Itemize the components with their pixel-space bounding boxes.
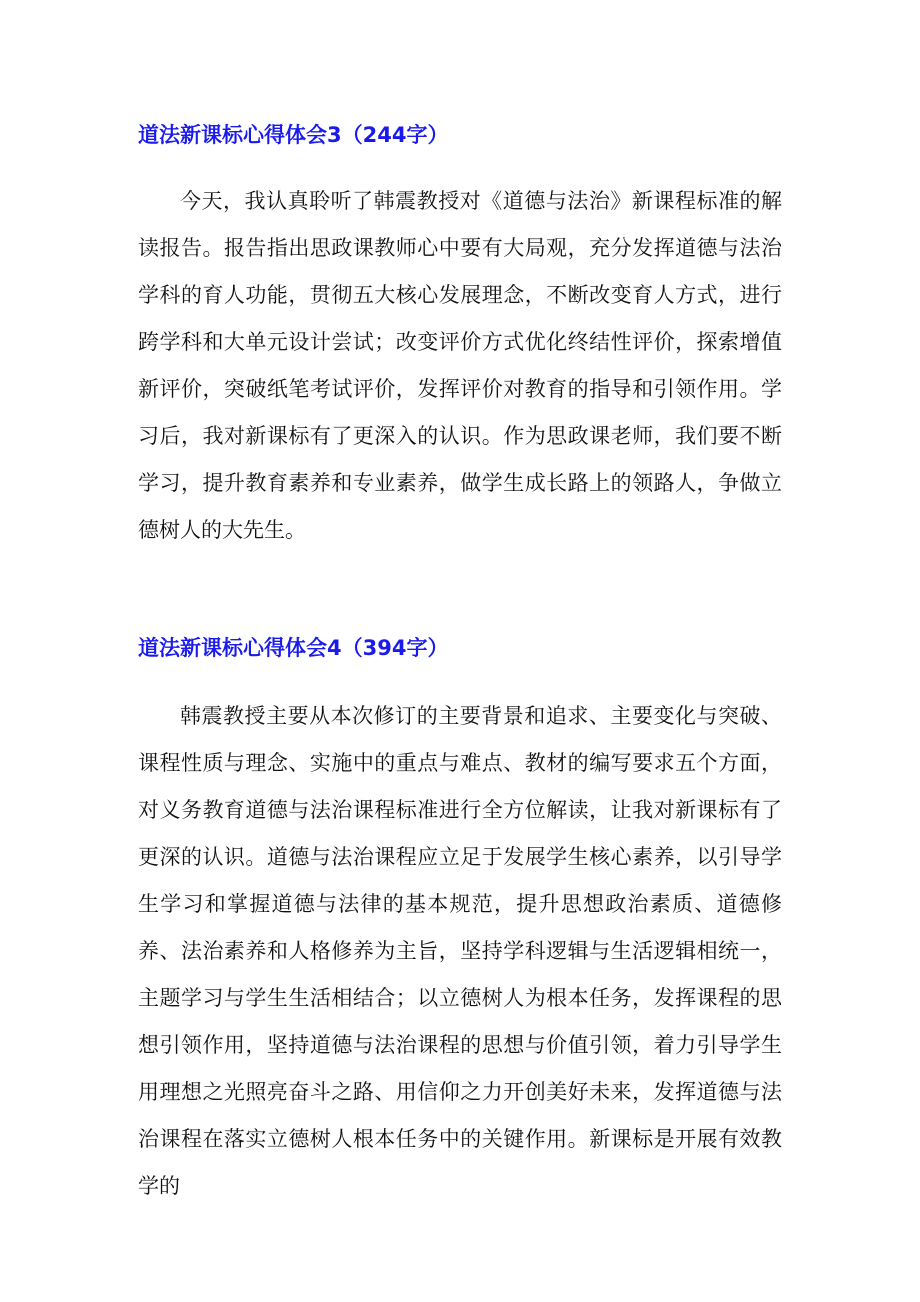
section-body-4: 韩震教授主要从本次修订的主要背景和追求、主要变化与突破、课程性质与理念、实施中的重点与难点、教材的编写要求五个方面，对义务教育道德与法治课程标准进行全方位解读，让我对新课标有了更深的认识。道德与法治课程应立足于发展学生核心素养，以引导学生学习和掌握道德与法律的基本规范，提升思想政治素质、道德修养、法治素养和人格修养为主旨，坚持学科逻辑与生活逻辑相统一，主题学习与学生生活相结合；以立德树人为根本任务，发挥课程的思想引领作用，坚持道德与法治课程的思想与价值引领，着力引导学生用理想之光照亮奋斗之路、用信仰之力开创美好未来，发挥道德与法治课程在落实立德树人根本任务中的关键作用。新课标是开展有效教学的 [138, 704, 782, 1198]
section-heading-4: 道法新课标心得体会4（394字） [138, 636, 449, 660]
section-body-3: 今天，我认真聆听了韩震教授对《道德与法治》新课程标准的解读报告。报告指出思政课教师心中要有大局观，充分发挥道德与法治学科的育人功能，贯彻五大核心发展理念，不断改变育人方式，进行跨学科和大单元设计尝试；改变评价方式优化终结性评价，探索增值新评价，突破纸笔考试评价，发挥评价对教育的指导和引领作用。学习后，我对新课标有了更深入的认识。作为思政课老师，我们要不断学习，提升教育素养和专业素养，做学生成长路上的领路人，争做立德树人的大先生。 [138, 189, 782, 542]
section-heading-3: 道法新课标心得体会3（244字） [138, 123, 449, 147]
